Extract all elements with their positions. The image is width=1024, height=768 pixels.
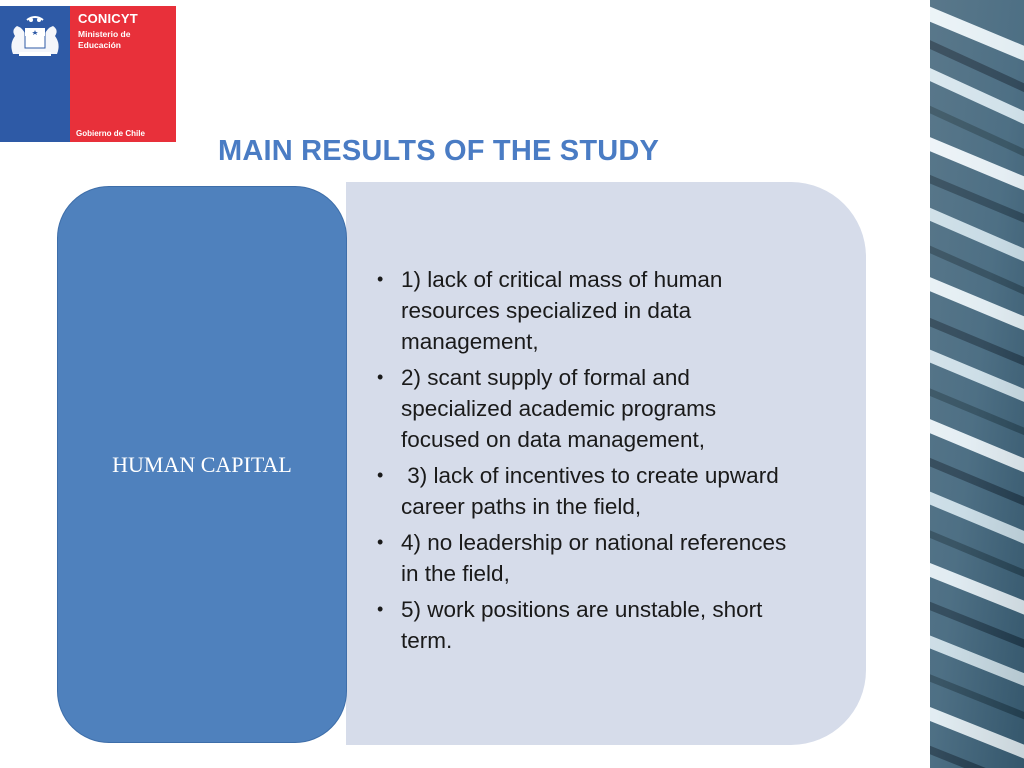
logo-footer: Gobierno de Chile — [76, 129, 145, 138]
bullet-icon: • — [377, 599, 384, 619]
slide-title: MAIN RESULTS OF THE STUDY — [218, 135, 660, 167]
logo-blue-panel — [0, 6, 70, 142]
list-item — [376, 264, 796, 357]
list-item-text: 4) no leadership or national references in the field, — [401, 530, 787, 586]
list-item-text: 1) lack of critical mass of human resources specialized in data management, — [401, 267, 723, 354]
bullet-icon: • — [377, 532, 384, 552]
logo-title: CONICYT — [78, 11, 138, 26]
list-item — [376, 594, 796, 656]
logo-red-panel — [70, 6, 176, 142]
list-item — [376, 527, 796, 589]
coat-of-arms-icon — [5, 14, 65, 58]
list-item — [376, 362, 796, 455]
list-item — [376, 460, 796, 522]
diagonal-pattern-icon — [930, 0, 1024, 768]
decorative-strip — [930, 0, 1024, 768]
list-item-text: 5) work positions are unstable, short term. — [401, 597, 763, 653]
logo-subtitle: Ministerio de Educación — [78, 29, 131, 50]
conicyt-logo — [0, 6, 176, 142]
bullet-icon: • — [377, 465, 384, 485]
category-label: HUMAN CAPITAL — [112, 451, 292, 477]
bullet-icon: • — [377, 269, 384, 289]
list-item-text: 2) scant supply of formal and specialized academic programs focused on data management, — [401, 365, 717, 452]
results-list — [376, 264, 796, 661]
category-panel — [57, 186, 347, 743]
list-item-text: 3) lack of incentives to create upward career paths in the field, — [401, 463, 785, 519]
bullet-icon: • — [377, 367, 384, 387]
